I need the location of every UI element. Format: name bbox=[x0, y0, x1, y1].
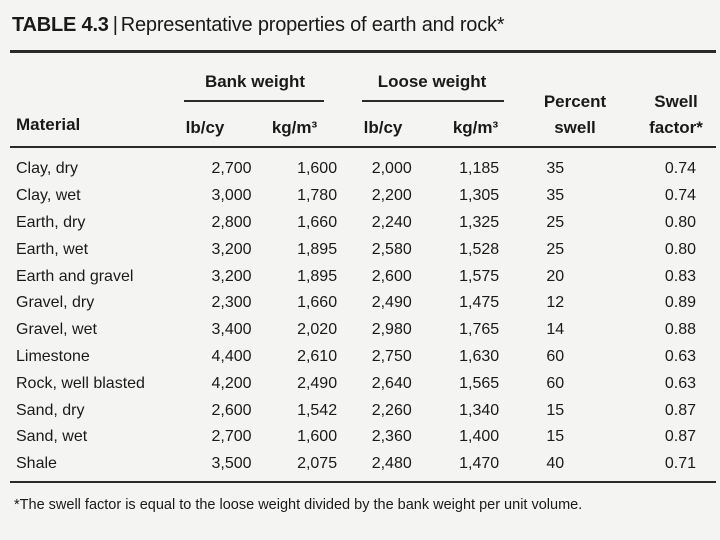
cell-bank-lb: 3,500 bbox=[211, 455, 252, 473]
cell-factor: 0.83 bbox=[664, 267, 696, 285]
cell-material: Gravel, dry bbox=[16, 294, 95, 312]
cell-bank-kg: 1,895 bbox=[297, 267, 338, 285]
cell-factor: 0.80 bbox=[664, 213, 696, 231]
cell-bank-kg: 1,895 bbox=[297, 240, 338, 258]
loose-weight-header: Loose weight bbox=[377, 72, 487, 91]
cell-bank-kg: 2,490 bbox=[297, 374, 338, 392]
cell-bank-lb: 2,700 bbox=[211, 160, 252, 178]
cell-bank-kg: 1,542 bbox=[297, 401, 338, 419]
cell-bank-kg: 2,020 bbox=[297, 321, 338, 339]
bottom-rule bbox=[10, 481, 716, 483]
loose-kg-m3-header: kg/m³ bbox=[452, 118, 499, 137]
loose-weight-rule bbox=[362, 100, 504, 102]
cell-bank-kg: 2,610 bbox=[297, 347, 338, 365]
bank-weight-header: Bank weight bbox=[204, 72, 306, 91]
cell-material: Sand, dry bbox=[16, 401, 85, 419]
cell-bank-lb: 3,400 bbox=[211, 321, 252, 339]
cell-material: Clay, wet bbox=[16, 187, 81, 205]
swell-factor-line2: factor* bbox=[649, 118, 703, 137]
cell-bank-lb: 2,300 bbox=[211, 294, 252, 312]
cell-bank-kg: 1,780 bbox=[297, 187, 338, 205]
cell-bank-kg: 2,075 bbox=[297, 455, 338, 473]
cell-swell: 25 bbox=[546, 213, 565, 231]
cell-loose-kg: 1,305 bbox=[459, 187, 500, 205]
cell-swell: 25 bbox=[546, 240, 565, 258]
cell-material: Shale bbox=[16, 455, 57, 473]
table-title bbox=[12, 14, 504, 37]
cell-bank-lb: 2,800 bbox=[211, 213, 252, 231]
table-row bbox=[10, 424, 710, 451]
cell-loose-kg: 1,528 bbox=[459, 240, 500, 258]
material-header: Material bbox=[16, 115, 81, 134]
properties-table bbox=[10, 156, 710, 478]
cell-bank-lb: 3,000 bbox=[211, 187, 252, 205]
cell-loose-kg: 1,565 bbox=[459, 374, 500, 392]
cell-bank-kg: 1,600 bbox=[297, 428, 338, 446]
table-row bbox=[10, 263, 710, 290]
cell-material: Rock, well blasted bbox=[16, 374, 145, 392]
cell-factor: 0.89 bbox=[664, 294, 696, 312]
cell-material: Earth, wet bbox=[16, 240, 89, 258]
table-row bbox=[10, 236, 710, 263]
cell-factor: 0.63 bbox=[664, 374, 696, 392]
cell-swell: 35 bbox=[546, 187, 565, 205]
cell-loose-lb: 2,600 bbox=[371, 267, 412, 285]
cell-loose-kg: 1,185 bbox=[459, 160, 500, 178]
cell-factor: 0.74 bbox=[664, 160, 696, 178]
cell-loose-lb: 2,640 bbox=[371, 374, 412, 392]
cell-loose-lb: 2,490 bbox=[371, 294, 412, 312]
cell-factor: 0.74 bbox=[664, 187, 696, 205]
table-row bbox=[10, 183, 710, 210]
bank-kg-m3-header: kg/m³ bbox=[271, 118, 318, 137]
cell-material: Earth and gravel bbox=[16, 267, 134, 285]
cell-material: Clay, dry bbox=[16, 160, 78, 178]
cell-loose-kg: 1,340 bbox=[459, 401, 500, 419]
cell-factor: 0.87 bbox=[664, 401, 696, 419]
percent-swell-line2: swell bbox=[554, 118, 596, 137]
table-body bbox=[10, 156, 710, 478]
bank-weight-rule bbox=[184, 100, 324, 102]
cell-factor: 0.80 bbox=[664, 240, 696, 258]
cell-swell: 35 bbox=[546, 160, 565, 178]
table-number: TABLE 4.3 bbox=[12, 14, 109, 36]
table-row bbox=[10, 317, 710, 344]
cell-loose-lb: 2,360 bbox=[371, 428, 412, 446]
cell-bank-kg: 1,660 bbox=[297, 213, 338, 231]
table-row bbox=[10, 451, 710, 478]
cell-swell: 14 bbox=[546, 321, 565, 339]
cell-bank-lb: 3,200 bbox=[211, 240, 252, 258]
footnote: *The swell factor is equal to the loose weight divided by the bank weight per unit volume. bbox=[14, 497, 583, 513]
cell-loose-lb: 2,240 bbox=[371, 213, 412, 231]
table-row bbox=[10, 210, 710, 237]
table-row bbox=[10, 370, 710, 397]
cell-loose-lb: 2,200 bbox=[371, 187, 412, 205]
bank-lb-cy-header: lb/cy bbox=[185, 118, 225, 137]
table-row bbox=[10, 290, 710, 317]
cell-factor: 0.87 bbox=[664, 428, 696, 446]
title-separator: | bbox=[112, 14, 118, 36]
cell-loose-lb: 2,750 bbox=[371, 347, 412, 365]
cell-swell: 20 bbox=[546, 267, 565, 285]
cell-bank-kg: 1,600 bbox=[297, 160, 338, 178]
cell-loose-kg: 1,470 bbox=[459, 455, 500, 473]
table-row bbox=[10, 344, 710, 371]
cell-bank-lb: 4,200 bbox=[211, 374, 252, 392]
cell-swell: 60 bbox=[546, 347, 565, 365]
cell-bank-lb: 4,400 bbox=[211, 347, 252, 365]
cell-loose-lb: 2,260 bbox=[371, 401, 412, 419]
table-description: Representative properties of earth and rock* bbox=[120, 14, 505, 36]
swell-factor-line1: Swell bbox=[654, 92, 698, 111]
cell-swell: 15 bbox=[546, 428, 565, 446]
cell-swell: 12 bbox=[546, 294, 565, 312]
cell-material: Sand, wet bbox=[16, 428, 88, 446]
cell-loose-kg: 1,630 bbox=[459, 347, 500, 365]
cell-loose-lb: 2,480 bbox=[371, 455, 412, 473]
cell-loose-kg: 1,325 bbox=[459, 213, 500, 231]
table-row bbox=[10, 156, 710, 183]
cell-loose-lb: 2,580 bbox=[371, 240, 412, 258]
cell-bank-lb: 2,700 bbox=[211, 428, 252, 446]
cell-factor: 0.88 bbox=[664, 321, 696, 339]
cell-material: Gravel, wet bbox=[16, 321, 97, 339]
table-row bbox=[10, 397, 710, 424]
cell-loose-lb: 2,000 bbox=[371, 160, 412, 178]
cell-bank-kg: 1,660 bbox=[297, 294, 338, 312]
cell-swell: 40 bbox=[546, 455, 565, 473]
cell-material: Limestone bbox=[16, 347, 90, 365]
cell-bank-lb: 2,600 bbox=[211, 401, 252, 419]
percent-swell-header bbox=[530, 89, 620, 141]
cell-swell: 15 bbox=[546, 401, 565, 419]
cell-loose-kg: 1,575 bbox=[459, 267, 500, 285]
loose-lb-cy-header: lb/cy bbox=[363, 118, 403, 137]
cell-loose-kg: 1,475 bbox=[459, 294, 500, 312]
cell-material: Earth, dry bbox=[16, 213, 86, 231]
cell-loose-kg: 1,765 bbox=[459, 321, 500, 339]
swell-factor-header bbox=[636, 89, 716, 141]
percent-swell-line1: Percent bbox=[543, 92, 607, 111]
cell-loose-kg: 1,400 bbox=[459, 428, 500, 446]
cell-factor: 0.71 bbox=[664, 455, 696, 473]
cell-loose-lb: 2,980 bbox=[371, 321, 412, 339]
cell-bank-lb: 3,200 bbox=[211, 267, 252, 285]
cell-swell: 60 bbox=[546, 374, 565, 392]
top-rule bbox=[10, 50, 716, 53]
cell-factor: 0.63 bbox=[664, 347, 696, 365]
header-rule bbox=[10, 146, 716, 148]
